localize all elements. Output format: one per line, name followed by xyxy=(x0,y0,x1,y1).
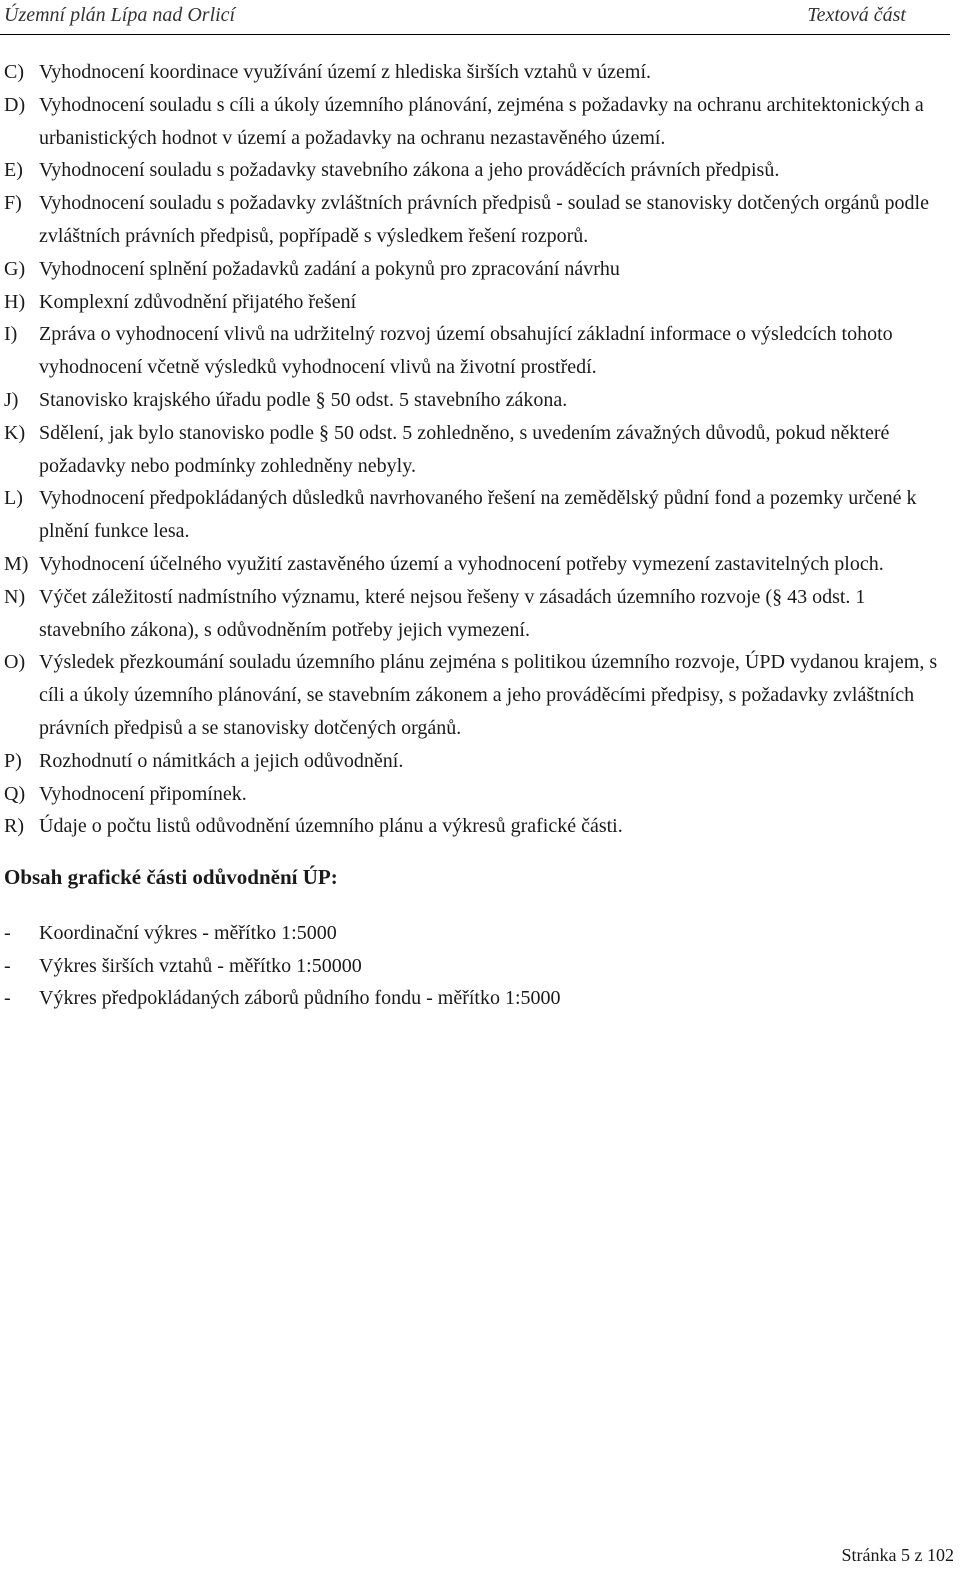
list-item-n xyxy=(4,581,952,647)
item-text: Výčet záležitostí nadmístního významu, které nejsou řešeny v zásadách územního rozvoje (§ 43 odst. 1 stavebního zákona), s odůvodněním potřeby jejich vymezení. xyxy=(39,585,866,641)
list-item-j xyxy=(4,384,952,417)
drawing-item xyxy=(4,950,952,983)
item-text: Vyhodnocení koordinace využívání území z hlediska širších vztahů v území. xyxy=(39,61,652,83)
page-header xyxy=(0,0,906,32)
drawing-text: Koordinační výkres - měřítko 1:5000 xyxy=(39,922,337,945)
item-text: Vyhodnocení účelného využití zastavěného území a vyhodnocení potřeby vymezení zastavitelných ploch. xyxy=(39,552,884,575)
list-item-k xyxy=(4,417,952,483)
drawing-text: Výkres předpokládaných záborů půdního fondu - měřítko 1:5000 xyxy=(39,987,561,1010)
item-marker: L) xyxy=(4,487,23,510)
list-item-p xyxy=(4,745,952,778)
bullet-dash: - xyxy=(4,922,11,945)
item-marker: R) xyxy=(4,815,24,838)
item-text: Sdělení, jak bylo stanovisko podle § 50 odst. 5 zohledněno, s uvedením závažných důvodů, pokud některé požadavky nebo podmínky zohledněny nebyly. xyxy=(39,421,890,477)
item-marker: P) xyxy=(4,749,22,772)
item-marker: O) xyxy=(4,651,26,674)
list-item-r xyxy=(4,810,952,843)
item-text: Stanovisko krajského úřadu podle § 50 odst. 5 stavebního zákona. xyxy=(39,388,568,411)
list-item-q xyxy=(4,778,952,811)
item-marker: H) xyxy=(4,290,26,313)
list-item-d xyxy=(4,89,952,155)
drawing-item xyxy=(4,917,952,950)
list-item-h xyxy=(4,286,952,319)
item-marker: C) xyxy=(4,61,24,83)
item-marker: Q) xyxy=(4,782,26,805)
document-title: Územní plán Lípa nad Orlicí xyxy=(4,4,236,26)
document-body xyxy=(4,56,952,1015)
list-item-l xyxy=(4,482,952,548)
item-text: Vyhodnocení souladu s cíli a úkoly územního plánování, zejména s požadavky na ochranu architektonických a urbanistických hodnot v území a požadavky na ochranu nezastavěného území. xyxy=(39,93,924,149)
list-item-e xyxy=(4,154,952,187)
item-marker: K) xyxy=(4,421,26,444)
item-text: Vyhodnocení splnění požadavků zadání a pokynů pro zpracování návrhu xyxy=(39,257,620,280)
drawings-list xyxy=(4,917,952,1015)
item-marker: E) xyxy=(4,159,23,182)
item-marker: D) xyxy=(4,93,26,116)
list-item-c xyxy=(4,56,952,89)
item-text: Výsledek přezkoumání souladu územního plánu zejména s politikou územního rozvoje, ÚPD vydanou krajem, s cíli a úkoly územního plánování, se stavebním zákonem a jeho prováděcími předpisy, s požadavky zvláštních právních předpisů a se stanovisky dotčených orgánů. xyxy=(39,651,938,739)
item-marker: J) xyxy=(4,388,19,411)
page-number: Stránka 5 z 102 xyxy=(841,1545,954,1565)
item-text: Údaje o počtu listů odůvodnění územního plánu a výkresů grafické části. xyxy=(39,815,623,838)
bullet-dash: - xyxy=(4,954,11,977)
item-text: Zpráva o vyhodnocení vlivů na udržitelný rozvoj území obsahující základní informace o výsledcích tohoto vyhodnocení včetně výsledků vyhodnocení vlivů na životní prostředí. xyxy=(39,323,893,379)
item-marker: N) xyxy=(4,585,26,608)
drawing-text: Výkres širších vztahů - měřítko 1:50000 xyxy=(39,954,362,977)
item-text: Vyhodnocení souladu s požadavky stavebního zákona a jeho prováděcích právních předpisů. xyxy=(39,159,780,182)
document-part: Textová část xyxy=(807,4,906,26)
item-marker: F) xyxy=(4,192,22,215)
item-text: Rozhodnutí o námitkách a jejich odůvodnění. xyxy=(39,749,404,772)
list-item-i xyxy=(4,318,952,384)
list-item-o xyxy=(4,646,952,744)
list-item-m xyxy=(4,548,952,581)
item-marker: I) xyxy=(4,323,18,346)
drawing-item xyxy=(4,982,952,1015)
item-marker: G) xyxy=(4,257,26,280)
item-text: Komplexní zdůvodnění přijatého řešení xyxy=(39,290,357,313)
item-text: Vyhodnocení předpokládaných důsledků navrhovaného řešení na zemědělský půdní fond a pozemky určené k plnění funkce lesa. xyxy=(39,487,917,543)
item-text: Vyhodnocení připomínek. xyxy=(39,782,247,805)
list-item-f xyxy=(4,187,952,253)
bullet-dash: - xyxy=(4,987,11,1010)
item-marker: M) xyxy=(4,552,29,575)
list-item-g xyxy=(4,253,952,286)
header-divider xyxy=(0,34,950,35)
item-text: Vyhodnocení souladu s požadavky zvláštních právních předpisů - soulad se stanovisky dotčených orgánů podle zvláštních právních předpisů, popřípadě s výsledkem řešení rozporů. xyxy=(39,192,929,247)
graphic-section-heading: Obsah grafické části odůvodnění ÚP: xyxy=(4,865,338,890)
